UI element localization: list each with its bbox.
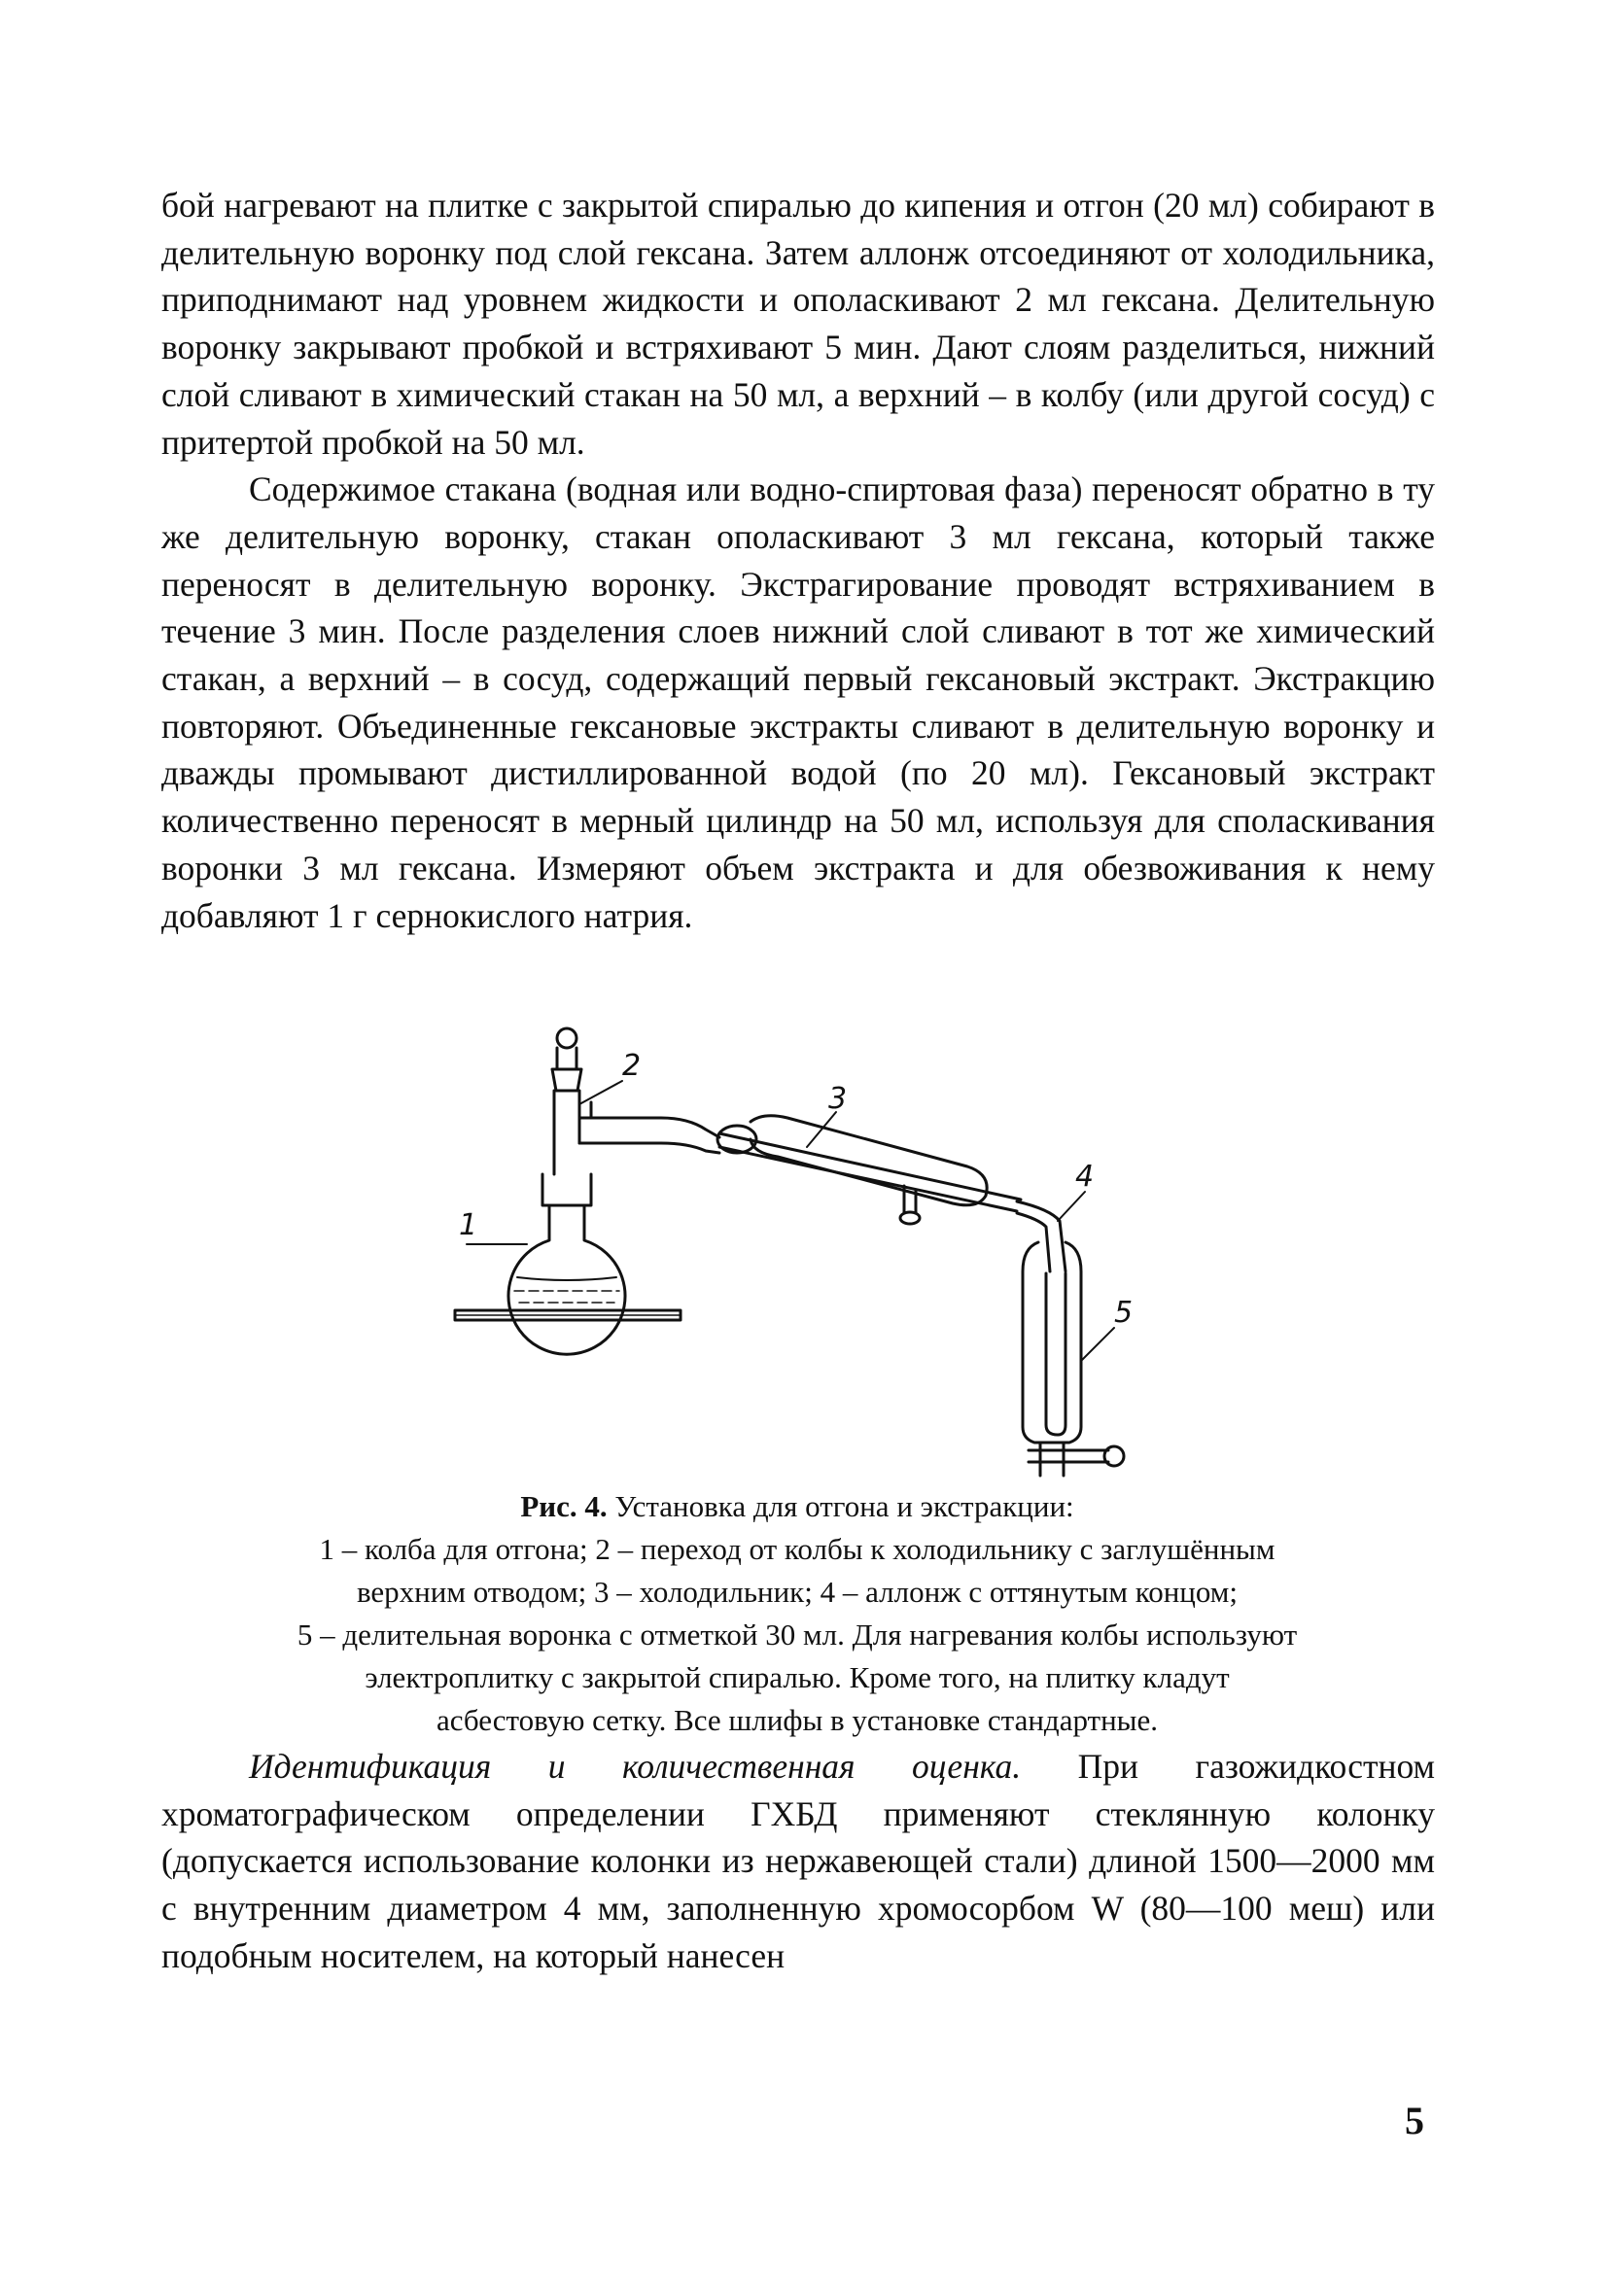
paragraph-3 [161, 1743, 1435, 1980]
paragraph-1: бой нагревают на плитке с закрытой спиралью до кипения и отгон (20 мл) собирают в делительную воронку под слой гексана. Затем аллонж отсоединяют от холодильника, приподнимают над уровнем жидкости и ополаскивают 2 мл гексана. Делительную воронку закрывают пробкой и встряхивают 5 мин. Дают слоям разделиться, нижний слой сливают в химический стакан на 50 мл, а верхний – в колбу (или другой сосуд) с притертой пробкой на 50 мл. [161, 186, 1435, 462]
caption-line: верхним отводом; 3 – холодильник; 4 – аллонж с оттянутым концом; [356, 1575, 1239, 1609]
caption-line: 5 – делительная воронка с отметкой 30 мл. Для нагревания колбы используют [297, 1618, 1298, 1652]
callout-5: 5 [1114, 1296, 1134, 1330]
caption-heading: Установка для отгона и экстракции: [607, 1489, 1074, 1523]
caption-line: асбестовую сетку. Все шлифы в установке стандартные. [436, 1703, 1159, 1737]
body-text-bottom [161, 1743, 1435, 1980]
section-text: При газожидкостном хроматографическом определении ГХБД применяют стеклянную колонку (допускается использование колонки из нержавеющей стали) длиной 1500—2000 мм с внутренним диаметром 4 мм, заполненную хромосорбом W (80—100 меш) или подобным носителем, на который нанесен [161, 1747, 1436, 1975]
body-text-top [161, 182, 1435, 939]
caption-line-title [146, 1485, 1449, 1528]
separating-funnel [1023, 1242, 1124, 1476]
allonge [1017, 1192, 1085, 1271]
caption-line: электроплитку с закрытой спиралью. Кроме того, на плитку кладут [365, 1660, 1230, 1694]
condenser [717, 1112, 1021, 1224]
callout-3: 3 [828, 1082, 848, 1116]
figure-caption [146, 1485, 1449, 1742]
distillation-apparatus-figure [428, 1019, 1205, 1485]
callout-2: 2 [622, 1049, 642, 1083]
section-lead: Идентификация и количественная оценка. [249, 1747, 1022, 1786]
hot-plate [455, 1310, 681, 1320]
callout-1: 1 [459, 1208, 478, 1242]
caption-line: 1 – колба для отгона; 2 – переход от колбы к холодильнику с заглушённым [319, 1532, 1275, 1566]
page-number: 5 [1405, 2099, 1424, 2142]
callout-4: 4 [1075, 1160, 1095, 1194]
paragraph-2: Содержимое стакана (водная или водно-спиртовая фаза) переносят обратно в ту же делительную воронку, стакан ополаскивают 3 мл гексана, который также переносят в делительную воронку. Экстрагирование проводят встряхиванием в течение 3 мин. После разделения слоев нижний слой сливают в тот же химический стакан, а верхний – в сосуд, содержащий первый гексановый экстракт. Экстракцию повторяют. Объединенные гексановые экстракты сливают в делительную воронку и дважды промывают дистиллированной водой (по 20 мл). Гексановый экстракт количественно переносят в мерный цилиндр на 50 мл, используя для споласкивания воронки 3 мл гексана. Измеряют объем экстракта и для обезвоживания к нему добавляют 1 г сернокислого натрия. [161, 470, 1435, 935]
caption-figure-number: Рис. 4. [520, 1489, 608, 1523]
round-flask [508, 1174, 625, 1354]
